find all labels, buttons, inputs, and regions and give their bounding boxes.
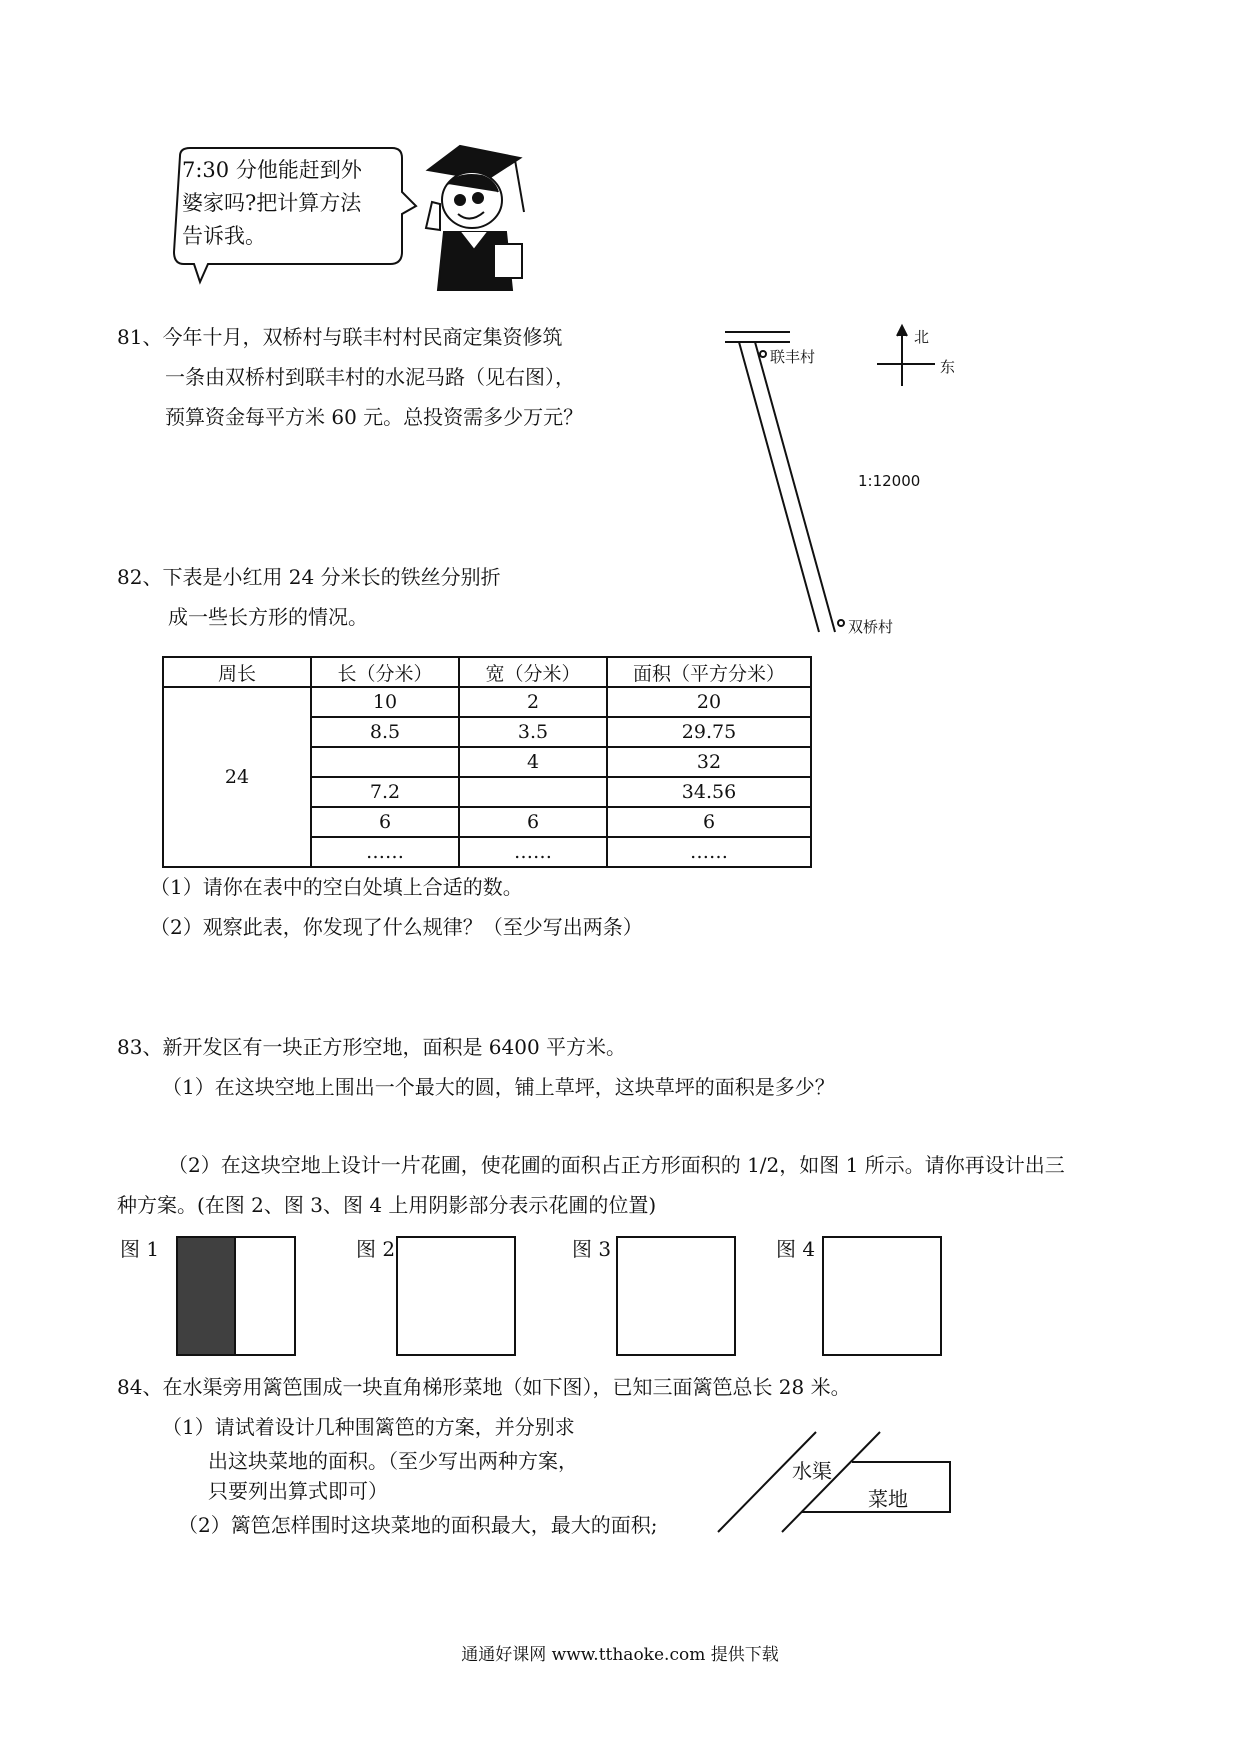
- table-cell: 29.75: [607, 717, 811, 747]
- table-header: 宽（分米）: [459, 657, 607, 687]
- q82-line-1: 82、下表是小红用 24 分米长的铁丝分别折: [117, 565, 501, 589]
- rectangle-table: [162, 656, 812, 868]
- table-cell: 6: [607, 807, 811, 837]
- q82-line-2: 成一些长方形的情况。: [168, 605, 368, 629]
- village-shuangqiao-label: 双桥村: [848, 618, 894, 636]
- fig2-label: 图 2: [356, 1237, 396, 1261]
- fig1-label: 图 1: [120, 1237, 160, 1261]
- table-cell: 8.5: [311, 717, 459, 747]
- fig4-square: [822, 1236, 942, 1356]
- table-cell: 34.56: [607, 777, 811, 807]
- field-label: 菜地: [868, 1487, 908, 1511]
- graduate-boy-icon: [426, 146, 524, 290]
- q82-sub-2: （2）观察此表，你发现了什么规律？（至少写出两条）: [150, 915, 643, 939]
- q82-sub-1: （1）请你在表中的空白处填上合适的数。: [150, 875, 523, 899]
- q84-line-1: 84、在水渠旁用篱笆围成一块直角梯形菜地（如下图），已知三面篱笆总长 28 米。: [117, 1375, 851, 1399]
- table-header-row: [163, 657, 811, 687]
- q84-sub-2: （2）篱笆怎样围时这块菜地的面积最大，最大的面积;: [178, 1513, 658, 1537]
- table-cell: 6: [311, 807, 459, 837]
- fig3-square: [616, 1236, 736, 1356]
- q81-line-2: 一条由双桥村到联丰村的水泥马路（见右图），: [165, 365, 575, 389]
- map-scale: 1:12000: [858, 472, 921, 490]
- table-row: [163, 687, 811, 717]
- table-header: 面积（平方分米）: [607, 657, 811, 687]
- table-cell: 4: [459, 747, 607, 777]
- table-cell: 3.5: [459, 717, 607, 747]
- table-cell: [459, 777, 607, 807]
- table-cell: [311, 747, 459, 777]
- q83-sub-1: （1）在这块空地上围出一个最大的圆，铺上草坪，这块草坪的面积是多少？: [162, 1075, 835, 1099]
- bubble-line-2: 婆家吗?把计算方法: [182, 191, 362, 215]
- fig1-square: [176, 1236, 296, 1356]
- table-cell: 32: [607, 747, 811, 777]
- q84-sub-1-line-3: 只要列出算式即可）: [208, 1479, 388, 1503]
- table-cell: ……: [311, 837, 459, 867]
- canal-field-diagram: [710, 1420, 970, 1540]
- bubble-line-1: 7:30 分他能赶到外: [182, 158, 362, 182]
- q84-sub-1-line-2: 出这块菜地的面积。（至少写出两种方案，: [208, 1449, 578, 1473]
- table-header: 周长: [163, 657, 311, 687]
- q81-line-1: 81、今年十月，双桥村与联丰村村民商定集资修筑: [117, 325, 563, 349]
- q84-sub-1-line-1: （1）请试着设计几种围篱笆的方案，并分别求: [162, 1415, 575, 1439]
- fig2-square: [396, 1236, 516, 1356]
- table-cell: 10: [311, 687, 459, 717]
- road-map-diagram: [715, 320, 975, 640]
- canal-label: 水渠: [792, 1459, 832, 1483]
- fig1-shaded-half: [178, 1238, 236, 1354]
- q81-line-3: 预算资金每平方米 60 元。总投资需多少万元？: [165, 405, 584, 429]
- fig4-label: 图 4: [776, 1237, 816, 1261]
- table-header: 长（分米）: [311, 657, 459, 687]
- fig3-label: 图 3: [572, 1237, 612, 1261]
- table-cell: 20: [607, 687, 811, 717]
- bubble-line-3: 告诉我。: [182, 224, 266, 248]
- village-lianfeng-label: 联丰村: [770, 348, 816, 366]
- q83-line-1: 83、新开发区有一块正方形空地，面积是 6400 平方米。: [117, 1035, 627, 1059]
- table-cell: ……: [607, 837, 811, 867]
- table-cell: ……: [459, 837, 607, 867]
- q83-sub-2-line-2: 种方案。(在图 2、图 3、图 4 上用阴影部分表示花圃的位置): [117, 1193, 657, 1217]
- table-cell: 2: [459, 687, 607, 717]
- page-footer: 通通好课网 www.tthaoke.com 提供下载: [461, 1645, 779, 1665]
- compass-north-label: 北: [914, 328, 930, 346]
- table-cell: 6: [459, 807, 607, 837]
- perimeter-cell: 24: [163, 687, 311, 867]
- village-marker-icon: [838, 620, 844, 626]
- table-cell: 7.2: [311, 777, 459, 807]
- compass-east-label: 东: [940, 358, 956, 376]
- village-marker-icon: [760, 351, 766, 357]
- q83-sub-2-line-1: （2）在这块空地上设计一片花圃，使花圃的面积占正方形面积的 1/2，如图 1 所示。请你再设计出三: [168, 1153, 1065, 1177]
